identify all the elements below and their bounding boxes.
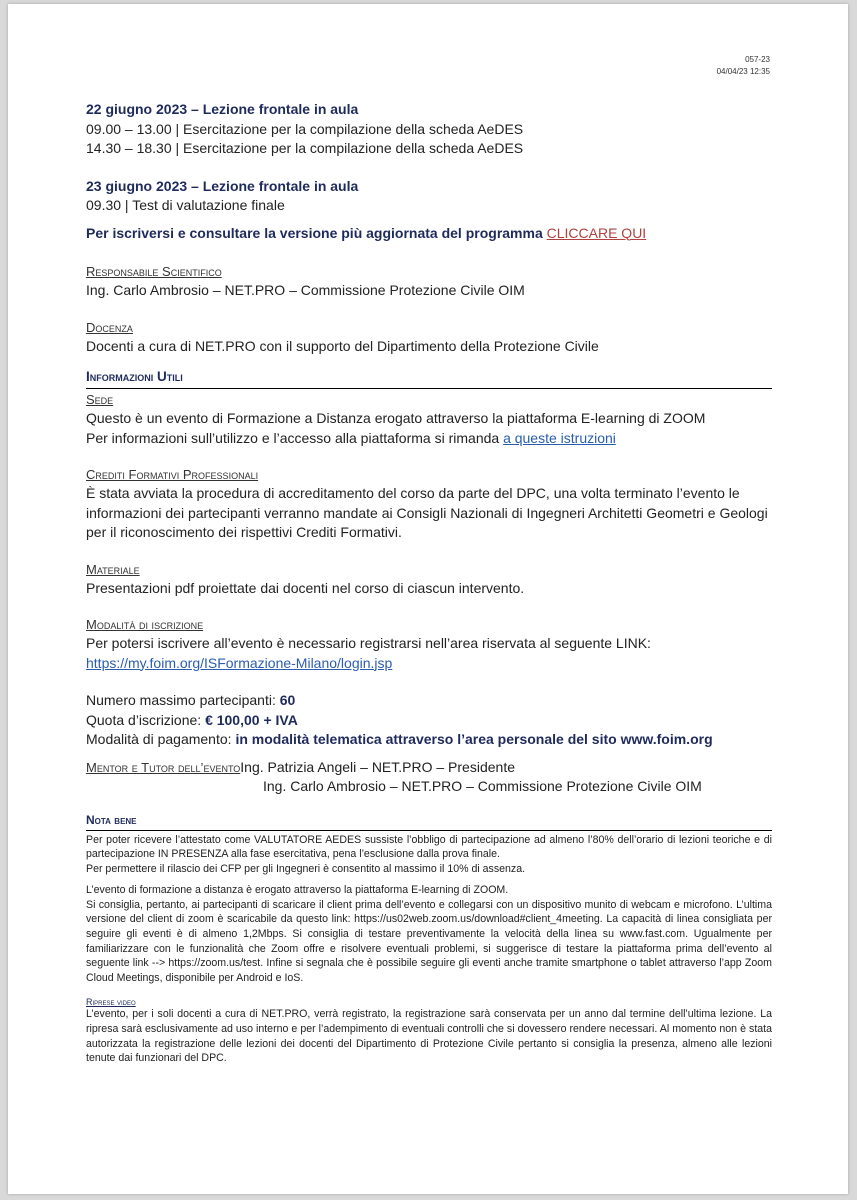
- docenza-heading: Docenza: [86, 319, 133, 335]
- numero-label: Numero massimo partecipanti:: [86, 692, 280, 708]
- materiale-heading: Materiale: [86, 561, 140, 577]
- mentor-line-2: Ing. Carlo Ambrosio – NET.PRO – Commissione Protezione Civile OIM: [263, 778, 702, 794]
- sede-line-1: Questo è un evento di Formazione a Distanza erogato attraverso la piattaforma E-learning di ZOOM: [86, 410, 706, 426]
- responsabile-heading: Responsabile Scientifico: [86, 264, 222, 279]
- day2-row-1: 09.30 | Test di valutazione finale: [86, 197, 285, 213]
- day1-title: 22 giugno 2023 – Lezione frontale in aula: [86, 101, 359, 117]
- day2-title: 23 giugno 2023 – Lezione frontale in aula: [86, 177, 359, 194]
- info-heading-row: [86, 368, 772, 389]
- register-text: Per iscriversi e consultare la versione più aggiornata del programma: [86, 224, 547, 241]
- document-header: [717, 54, 770, 78]
- sede-heading: Sede: [86, 392, 114, 407]
- document-page: [8, 4, 848, 1194]
- document-content: [86, 100, 772, 1066]
- pagamento-value: in modalità telematica attraverso l’area personale del sito www.foim.org: [235, 731, 713, 747]
- sede-line-2-text: Per informazioni sull’utilizzo e l’accesso alla piattaforma si rimanda: [86, 429, 504, 446]
- mentor-row-1: [86, 758, 772, 778]
- crediti-heading: Crediti Formativi Professionali: [86, 467, 259, 482]
- register-line: [86, 224, 772, 244]
- nota-heading-row: [86, 811, 772, 831]
- iscrizione-text: Per potersi iscrivere all’evento è necessario registrarsi nell’area riservata al seguente LINK:: [86, 635, 651, 651]
- info-heading: Informazioni Utili: [86, 369, 183, 384]
- riprese-text: L’evento, per i soli docenti a cura di NET.PRO, verrà registrato, la registrazione sarà conservata per un anno dal termine dell’ultima lezione. La ripresa sarà esclusivamente ad uso interno e per l’adempimento di eventuali controlli che si dovessero rendere necessari. Al momento non è stata autorizzata la registrazione delle lezioni dei docenti del Dipartimento di Protezione Civile pertanto si consiglia la presenza, almeno alle lezioni tenute dai funzionari del DPC.: [86, 1008, 772, 1065]
- riprese-heading: Riprese video: [86, 997, 136, 1008]
- numero-line: [86, 691, 772, 711]
- document-datetime: 04/04/23 12:35: [716, 67, 770, 76]
- register-link[interactable]: CLICCARE QUI: [546, 224, 647, 241]
- pagamento-line: [86, 730, 772, 750]
- iscrizione-url-link[interactable]: https://my.foim.org/ISFormazione-Milano/login.jsp: [86, 654, 393, 671]
- materiale-text: Presentazioni pdf proiettate dai docenti nel corso di ciascun intervento.: [86, 579, 525, 596]
- quota-value: € 100,00 + IVA: [205, 711, 298, 728]
- sede-instructions-link[interactable]: a queste istruzioni: [503, 429, 616, 446]
- numero-value: 60: [279, 692, 296, 708]
- nota-p1: Per poter ricevere l’attestato come VALUTATORE AEDES sussiste l’obbligo di partecipazione ad almeno l’80% dell’orario di lezioni teoriche e di partecipazione IN PRESENZA alla fase esercitativa, pena l’esclusione dalla prova finale.: [86, 833, 772, 861]
- nota-p3: L’evento di formazione a distanza è erogato attraverso la piattaforma E-learning di ZOOM.: [86, 884, 509, 897]
- nota-heading: Nota bene: [86, 812, 137, 827]
- nota-p4: Si consiglia, pertanto, ai partecipanti di scaricare il client prima dell’evento e collegarsi con un dispositivo munito di webcam e microfono. L’ultima versione del client di zoom è scaricabile da questo link: https://us02web.zoom.us/download#client_4meeting. La capacità di linea consigliata per seguire gli eventi è di almeno 1,2Mbps. Si consiglia di testare preventivamente la velocità della linea su www.fast.com. Ugualmente per familiarizzare con le funzionalità che Zoom offre e risolvere eventuali problemi, si suggerisce di testare la piattaforma prima dell’evento al seguente link --> https://zoom.us/test. Infine si segnala che è possibile seguire gli eventi anche tramite smartphone o tablet attraverso l’app Zoom Cloud Meetings, disponibile per Android e IoS.: [86, 898, 772, 984]
- mentor-line-1: Ing. Patrizia Angeli – NET.PRO – Presidente: [240, 758, 515, 775]
- day1-row-2: 14.30 – 18.30 | Esercitazione per la compilazione della scheda AeDES: [86, 140, 524, 156]
- document-code: 057-23: [745, 55, 770, 64]
- sede-line-2: [86, 429, 772, 449]
- mentor-block: [86, 758, 772, 797]
- pagamento-label: Modalità di pagamento:: [86, 731, 236, 747]
- iscrizione-heading: Modalità di iscrizione: [86, 617, 204, 632]
- docenza-text: Docenti a cura di NET.PRO con il supporto del Dipartimento della Protezione Civile: [86, 337, 599, 354]
- quota-label: Quota d’iscrizione:: [86, 711, 206, 728]
- quota-line: [86, 711, 772, 731]
- crediti-text: È stata avviata la procedura di accreditamento del corso da parte del DPC, una volta terminato l’evento le informazioni dei partecipanti verranno mandate ai Consigli Nazionali di Ingegneri Architetti Geometri e Geologi per il riconoscimento dei rispettivi Crediti Formativi.: [86, 485, 768, 540]
- nota-p2: Per permettere il rilascio dei CFP per gli Ingegneri è consentito al massimo il 10% di assenza.: [86, 862, 526, 875]
- mentor-heading: Mentor e Tutor dell’evento: [86, 759, 241, 775]
- responsabile-text: Ing. Carlo Ambrosio – NET.PRO – Commissione Protezione Civile OIM: [86, 282, 525, 298]
- day1-row-1: 09.00 – 13.00 | Esercitazione per la compilazione della scheda AeDES: [86, 120, 524, 137]
